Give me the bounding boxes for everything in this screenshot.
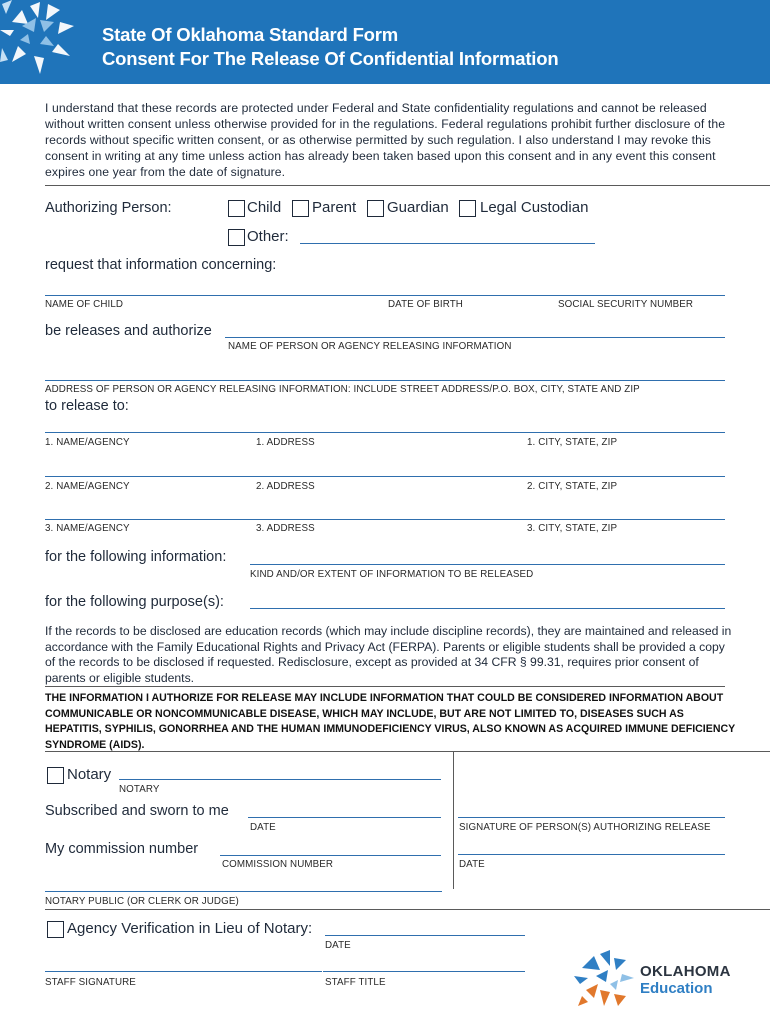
agency-date-caption: DATE <box>325 940 351 951</box>
sworn-date-input-line[interactable] <box>248 817 441 818</box>
signature-caption: SIGNATURE OF PERSON(S) AUTHORIZING RELEASE <box>459 822 711 833</box>
form-title-line2: Consent For The Release Of Confidential Information <box>102 48 559 69</box>
notary-public-caption: NOTARY PUBLIC (OR CLERK OR JUDGE) <box>45 896 239 907</box>
releasing-address-caption: ADDRESS OF PERSON OR AGENCY RELEASING INFORMATION: INCLUDE STREET ADDRESS/P.O. BOX, CITY, STATE AND ZIP <box>45 384 640 395</box>
release-to-label: to release to: <box>45 398 129 414</box>
signature-date-input-line[interactable] <box>458 854 725 855</box>
recipient-3-name-caption: 3. NAME/AGENCY <box>45 523 130 534</box>
guardian-option-label: Guardian <box>387 199 449 216</box>
other-checkbox[interactable] <box>228 229 245 246</box>
other-input-line[interactable] <box>300 243 595 244</box>
request-label: request that information concerning: <box>45 257 277 273</box>
signature-input-line[interactable] <box>458 817 725 818</box>
guardian-checkbox[interactable] <box>367 200 384 217</box>
recipient-3-address-caption: 3. ADDRESS <box>256 523 315 534</box>
divider <box>45 686 725 687</box>
legal-custodian-checkbox[interactable] <box>459 200 476 217</box>
dob-caption: DATE OF BIRTH <box>388 299 463 310</box>
ferpa-paragraph: If the records to be disclosed are education records (which may include discipline records), they are maintained and released in accordance with the Family Educational Rights and Privacy Act (FERPA). Parents or eligible students shall be provided a copy of the records to be disclosed if requested. Redisclosure, except as provided at 34 CFR § 99.31, requires prior consent of parents or eligible students. <box>45 624 732 685</box>
legal-custodian-option-label: Legal Custodian <box>480 199 589 216</box>
sworn-label: Subscribed and sworn to me <box>45 803 229 819</box>
release-authorize-label: be releases and authorize <box>45 323 212 339</box>
oklahoma-education-logo-icon <box>574 950 636 1008</box>
sworn-date-caption: DATE <box>250 822 276 833</box>
recipient-2-city-caption: 2. CITY, STATE, ZIP <box>527 481 618 492</box>
recipient-1-city-caption: 1. CITY, STATE, ZIP <box>527 437 618 448</box>
recipient-1-address-caption: 1. ADDRESS <box>256 437 315 448</box>
purpose-label: for the following purpose(s): <box>45 594 224 610</box>
recipient-1-input-line[interactable] <box>45 432 725 433</box>
releasing-name-caption: NAME OF PERSON OR AGENCY RELEASING INFORMATION <box>228 341 512 352</box>
divider <box>45 185 770 186</box>
child-info-input-line[interactable] <box>45 295 725 296</box>
information-input-line[interactable] <box>250 564 725 565</box>
other-option-label: Other: <box>247 228 289 245</box>
agency-verification-label: Agency Verification in Lieu of Notary: <box>67 920 313 937</box>
divider <box>45 909 770 910</box>
authorizing-person-label: Authorizing Person: <box>45 200 172 216</box>
staff-title-input-line[interactable] <box>323 971 525 972</box>
agency-verification-checkbox[interactable] <box>47 921 64 938</box>
notary-input-line[interactable] <box>119 779 441 780</box>
commission-input-line[interactable] <box>220 855 441 856</box>
notary-caption: NOTARY <box>119 784 160 795</box>
divider <box>45 751 770 752</box>
child-option-label: Child <box>247 199 282 216</box>
staff-signature-input-line[interactable] <box>45 971 322 972</box>
oklahoma-star-icon <box>0 0 92 84</box>
logo-oklahoma-text: OKLAHOMA <box>640 963 731 980</box>
purpose-input-line[interactable] <box>250 608 725 609</box>
releasing-address-input-line[interactable] <box>45 380 725 381</box>
information-label: for the following information: <box>45 549 227 565</box>
column-divider <box>453 751 454 889</box>
logo-education-text: Education <box>640 980 713 997</box>
recipient-2-input-line[interactable] <box>45 476 725 477</box>
agency-date-input-line[interactable] <box>325 935 525 936</box>
intro-paragraph: I understand that these records are protected under Federal and State confidentiality regulations and cannot be released without written consent unless otherwise provided for in the regulations. Federal regulations prohibit further disclosure of the records without specific written consent, or as otherwise permitted by such regulation. I also understand I may revoke this consent in writing at any time unless action has already been taken based upon this consent and in any event this consent expires one year from the date of signature. <box>45 101 726 179</box>
commission-caption: COMMISSION NUMBER <box>222 859 334 870</box>
recipient-1-name-caption: 1. NAME/AGENCY <box>45 437 130 448</box>
signature-date-caption: DATE <box>459 859 485 870</box>
recipient-3-city-caption: 3. CITY, STATE, ZIP <box>527 523 618 534</box>
parent-option-label: Parent <box>312 199 357 216</box>
commission-label: My commission number <box>45 841 199 857</box>
notary-checkbox[interactable] <box>47 767 64 784</box>
releasing-name-input-line[interactable] <box>225 337 725 338</box>
child-name-caption: NAME OF CHILD <box>45 299 124 310</box>
information-caption: KIND AND/OR EXTENT OF INFORMATION TO BE RELEASED <box>250 569 534 580</box>
notary-label: Notary <box>67 766 112 783</box>
parent-checkbox[interactable] <box>292 200 309 217</box>
recipient-3-input-line[interactable] <box>45 519 725 520</box>
recipient-2-name-caption: 2. NAME/AGENCY <box>45 481 130 492</box>
notary-public-input-line[interactable] <box>45 891 442 892</box>
child-checkbox[interactable] <box>228 200 245 217</box>
disease-warning: THE INFORMATION I AUTHORIZE FOR RELEASE MAY INCLUDE INFORMATION THAT COULD BE CONSIDERED INFORMATION ABOUT COMMUNICABLE OR NONCOMMUNICABLE DISEASE, WHICH MAY INCLUDE, BUT ARE NOT LIMITED TO, DISEASES SUCH AS HEPATITIS, SYPHILIS, GONORRHEA AND THE HUMAN IMMUNODEFICIENCY VIRUS, ALSO KNOWN AS ACQUIRED IMMUNE DEFICIENCY SYNDROME (AIDS). <box>45 692 735 751</box>
form-title-line1: State Of Oklahoma Standard Form <box>102 24 399 45</box>
staff-title-caption: STAFF TITLE <box>325 977 386 988</box>
recipient-2-address-caption: 2. ADDRESS <box>256 481 315 492</box>
staff-signature-caption: STAFF SIGNATURE <box>45 977 136 988</box>
ssn-caption: SOCIAL SECURITY NUMBER <box>558 299 694 310</box>
